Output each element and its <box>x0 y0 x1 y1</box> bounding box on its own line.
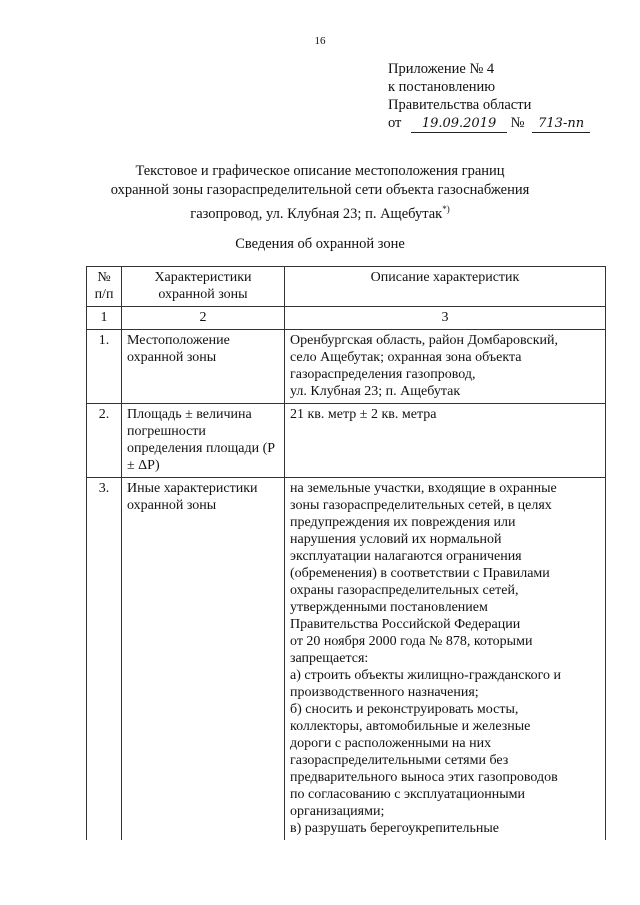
header-characteristic: Характеристики охранной зоны <box>122 267 285 307</box>
description-line: в) разрушать берегоукрепительные <box>290 821 500 836</box>
row-characteristic: Площадь ± величина погрешности определения площади (P ± ΔP) <box>122 404 285 478</box>
title-line-1: Текстовое и графическое описание местоположения границ <box>135 163 505 179</box>
title-line-2: охранной зоны газораспределительной сети объекта газоснабжения <box>110 182 530 198</box>
row-description <box>285 330 606 404</box>
appendix-block <box>388 60 590 133</box>
number-label: № <box>510 115 525 131</box>
description-line: производственного назначения; <box>290 685 479 700</box>
title-line-3-text: газопровод, ул. Клубная 23; п. Ащебутак <box>190 205 443 222</box>
zone-table <box>86 266 606 840</box>
description-line: запрещается: <box>290 651 369 666</box>
from-label: от <box>388 115 402 131</box>
title-line-3 <box>60 200 580 224</box>
row-number: 3. <box>87 478 122 841</box>
description-line: организациями; <box>290 804 385 819</box>
description-line: эксплуатации налагаются ограничения <box>290 549 522 564</box>
description-line: а) строить объекты жилищно-гражданского и <box>290 668 561 683</box>
description-line: предупреждения их повреждения или <box>290 515 516 530</box>
table-row <box>87 404 606 478</box>
handwritten-date: 19.09.2019 <box>411 116 507 133</box>
description-line: ул. Клубная 23; п. Ащебутак <box>290 384 461 399</box>
description-line: коллекторы, автомобильные и железные <box>290 719 531 734</box>
description-line: б) сносить и реконструировать мосты, <box>290 702 519 717</box>
row-characteristic: Местоположение охранной зоны <box>122 330 285 404</box>
description-line: газораспределения газопровод, <box>290 367 476 382</box>
appendix-line-2: к постановлению <box>388 79 496 95</box>
description-line: охраны газораспределительных сетей, <box>290 583 519 598</box>
appendix-line-3: Правительства области <box>388 97 532 113</box>
description-line: зоны газораспределительных сетей, в целях <box>290 498 552 513</box>
footnote-mark: *) <box>442 204 450 214</box>
table-row <box>87 330 606 404</box>
appendix-date-line <box>388 114 590 133</box>
header-description: Описание характеристик <box>285 267 606 307</box>
column-number-2: 2 <box>122 307 285 330</box>
description-line: нарушения условий их нормальной <box>290 532 502 547</box>
table-header-row <box>87 267 606 307</box>
row-number: 2. <box>87 404 122 478</box>
description-line: дороги с расположенными на них <box>290 736 492 751</box>
row-number: 1. <box>87 330 122 404</box>
description-line: 21 кв. метр ± 2 кв. метра <box>290 407 437 422</box>
description-line: Правительства Российской Федерации <box>290 617 521 632</box>
row-description <box>285 404 606 478</box>
description-line: утвержденными постановлением <box>290 600 488 615</box>
description-line: по согласованию с эксплуатационными <box>290 787 525 802</box>
appendix-line-1: Приложение № 4 <box>388 61 495 77</box>
description-line: Оренбургская область, район Домбаровский, <box>290 333 559 348</box>
column-number-3: 3 <box>285 307 606 330</box>
row-description <box>285 478 606 841</box>
description-line: от 20 ноября 2000 года № 878, которыми <box>290 634 533 649</box>
description-line: газораспределительными сетями без <box>290 753 509 768</box>
column-number-1: 1 <box>87 307 122 330</box>
row-characteristic: Иные характеристики охранной зоны <box>122 478 285 841</box>
description-line: предварительного выноса этих газопроводов <box>290 770 558 785</box>
description-line: на земельные участки, входящие в охранные <box>290 481 557 496</box>
description-line: (обременения) в соответствии с Правилами <box>290 566 550 581</box>
column-number-row <box>87 307 606 330</box>
table-row <box>87 478 606 841</box>
document-title <box>60 162 580 224</box>
handwritten-number: 713-пп <box>532 116 590 133</box>
section-subtitle: Сведения об охранной зоне <box>235 236 405 252</box>
page-number: 16 <box>314 35 326 47</box>
header-number: № п/п <box>87 267 122 307</box>
description-line: село Ащебутак; охранная зона объекта <box>290 350 522 365</box>
